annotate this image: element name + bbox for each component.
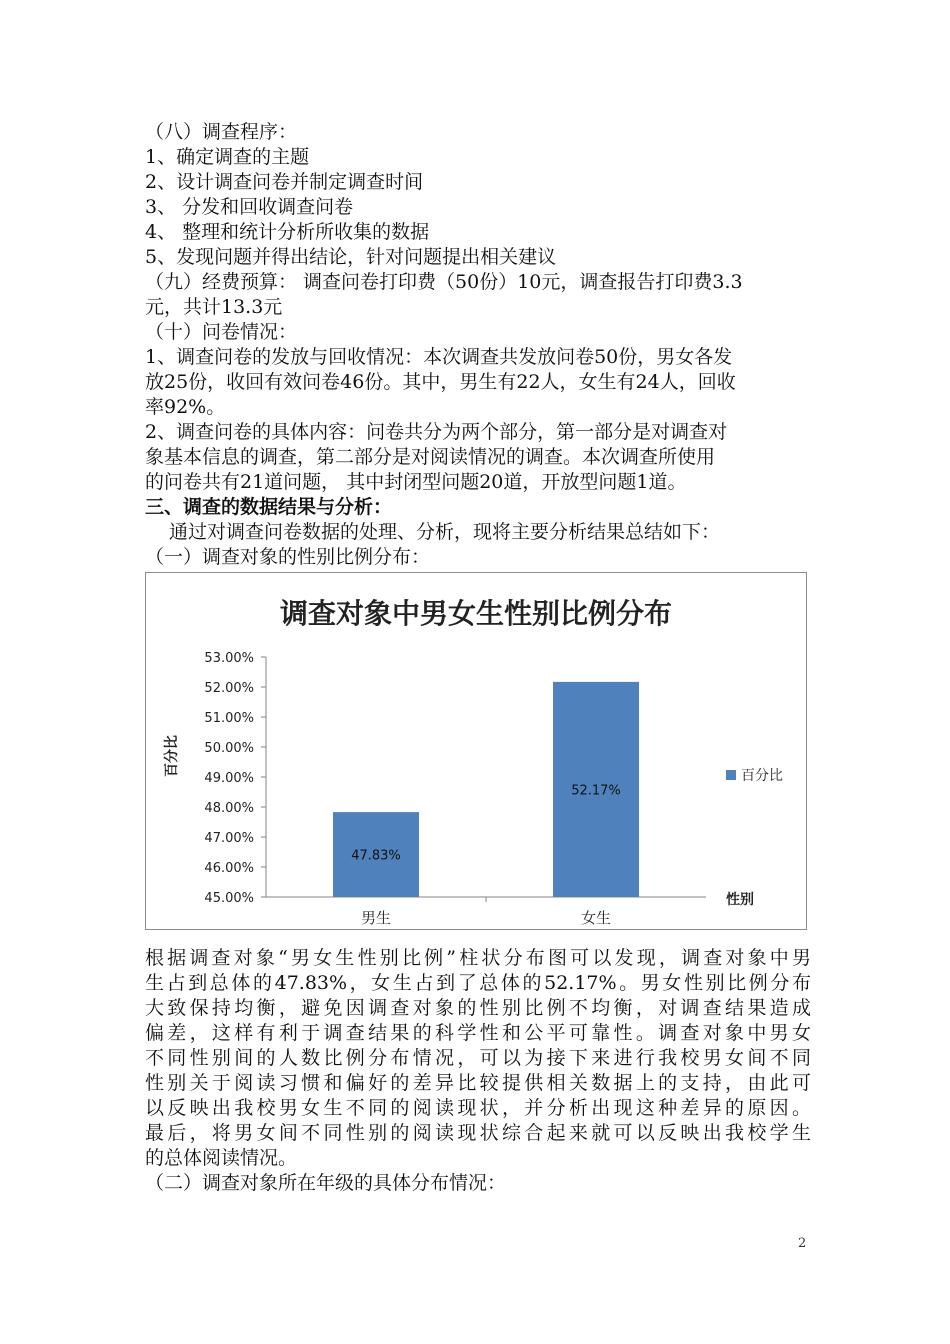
x-axis-labels	[361, 897, 611, 927]
text-line: （九）经费预算： 调查问卷打印费（50份）10元，调查报告打印费3.3	[145, 271, 743, 293]
y-axis-title: 百分比	[164, 735, 180, 777]
text-line: 的问卷共有21道问题， 其中封闭型问题20道，开放型问题1道。	[145, 471, 687, 493]
y-tick-label: 49.00%	[204, 771, 254, 786]
section-top	[145, 120, 811, 570]
y-tick-label: 52.00%	[204, 681, 254, 696]
text-line: 放25份，收回有效问卷46份。其中，男生有22人，女生有24人，回收	[145, 371, 736, 393]
x-axis-title: 性别	[726, 892, 754, 908]
y-axis-ticks	[204, 651, 266, 906]
y-tick-label: 45.00%	[204, 891, 254, 906]
text-line: 大致保持均衡，避免因调查对象的性别比例不均衡，对调查结果造成	[145, 997, 811, 1019]
text-line: 3、 分发和回收调查问卷	[145, 196, 354, 218]
text-line: 偏差，这样有利于调查结果的科学性和公平可靠性。调查对象中男女	[145, 1022, 811, 1044]
y-tick-label: 47.00%	[204, 831, 254, 846]
x-tick-label: 男生	[360, 909, 392, 927]
y-tick-label: 46.00%	[204, 861, 254, 876]
text-line: 2、设计调查问卷并制定调查时间	[145, 171, 424, 193]
text-line: 最后，将男女间不同性别的阅读现状综合起来就可以反映出我校学生	[145, 1122, 811, 1144]
y-tick-label: 50.00%	[204, 741, 254, 756]
text-line: 以反映出我校男女生不同的阅读现状，并分析出现这种差异的原因。	[145, 1097, 811, 1119]
text-line: （十）问卷情况：	[145, 321, 298, 343]
subsection-heading: （一）调查对象的性别比例分布：	[145, 546, 431, 568]
text-line: 象基本信息的调查，第二部分是对阅读情况的调查。本次调查所使用	[145, 446, 716, 468]
text-line: 元，共计13.3元	[145, 296, 283, 318]
text-line: （八）调查程序：	[145, 121, 298, 143]
chart-canvas	[146, 573, 806, 929]
text-line: 率92%。	[145, 396, 226, 418]
x-tick-label: 女生	[580, 909, 612, 927]
text-line: 性别关于阅读习惯和偏好的差异比较提供相关数据上的支持，由此可	[145, 1072, 811, 1094]
text-line: 的总体阅读情况。	[145, 1147, 298, 1169]
bar-data-label: 52.17%	[571, 783, 621, 799]
text-line: 不同性别间的人数比例分布情况，可以为接下来进行我校男女间不同	[145, 1047, 811, 1069]
legend-swatch	[726, 770, 736, 780]
analysis-paragraph	[145, 946, 811, 1196]
subsection-heading: （二）调查对象所在年级的具体分布情况：	[145, 1172, 507, 1194]
y-tick-label: 53.00%	[204, 651, 254, 666]
text-line: 2、调查问卷的具体内容：问卷共分为两个部分，第一部分是对调查对	[145, 421, 728, 443]
text-line: 1、确定调查的主题	[145, 146, 310, 168]
text-line: 5、发现问题并得出结论，针对问题提出相关建议	[145, 246, 557, 268]
section-heading: 三、调查的数据结果与分析：	[145, 496, 393, 518]
bar-series	[333, 682, 639, 897]
text-line: 1、调查问卷的发放与回收情况：本次调查共发放问卷50份，男女各发	[145, 346, 733, 368]
chart-title: 调查对象中男女生性别比例分布	[279, 597, 673, 630]
y-tick-label: 48.00%	[204, 801, 254, 816]
text-line: 4、 整理和统计分析所收集的数据	[145, 221, 430, 243]
intro-paragraph: 通过对调查问卷数据的处理、分析，现将主要分析结果总结如下：	[169, 521, 721, 543]
page-number: 2	[798, 1236, 807, 1251]
y-tick-label: 51.00%	[204, 711, 254, 726]
gender-ratio-chart	[145, 572, 807, 930]
text-line: 根据调查对象“男女生性别比例”柱状分布图可以发现，调查对象中男	[145, 947, 811, 969]
text-line: 生占到总体的47.83%，女生占到了总体的52.17%。男女性别比例分布	[145, 972, 811, 994]
legend-label: 百分比	[741, 768, 783, 784]
bar-data-label: 47.83%	[351, 848, 401, 864]
